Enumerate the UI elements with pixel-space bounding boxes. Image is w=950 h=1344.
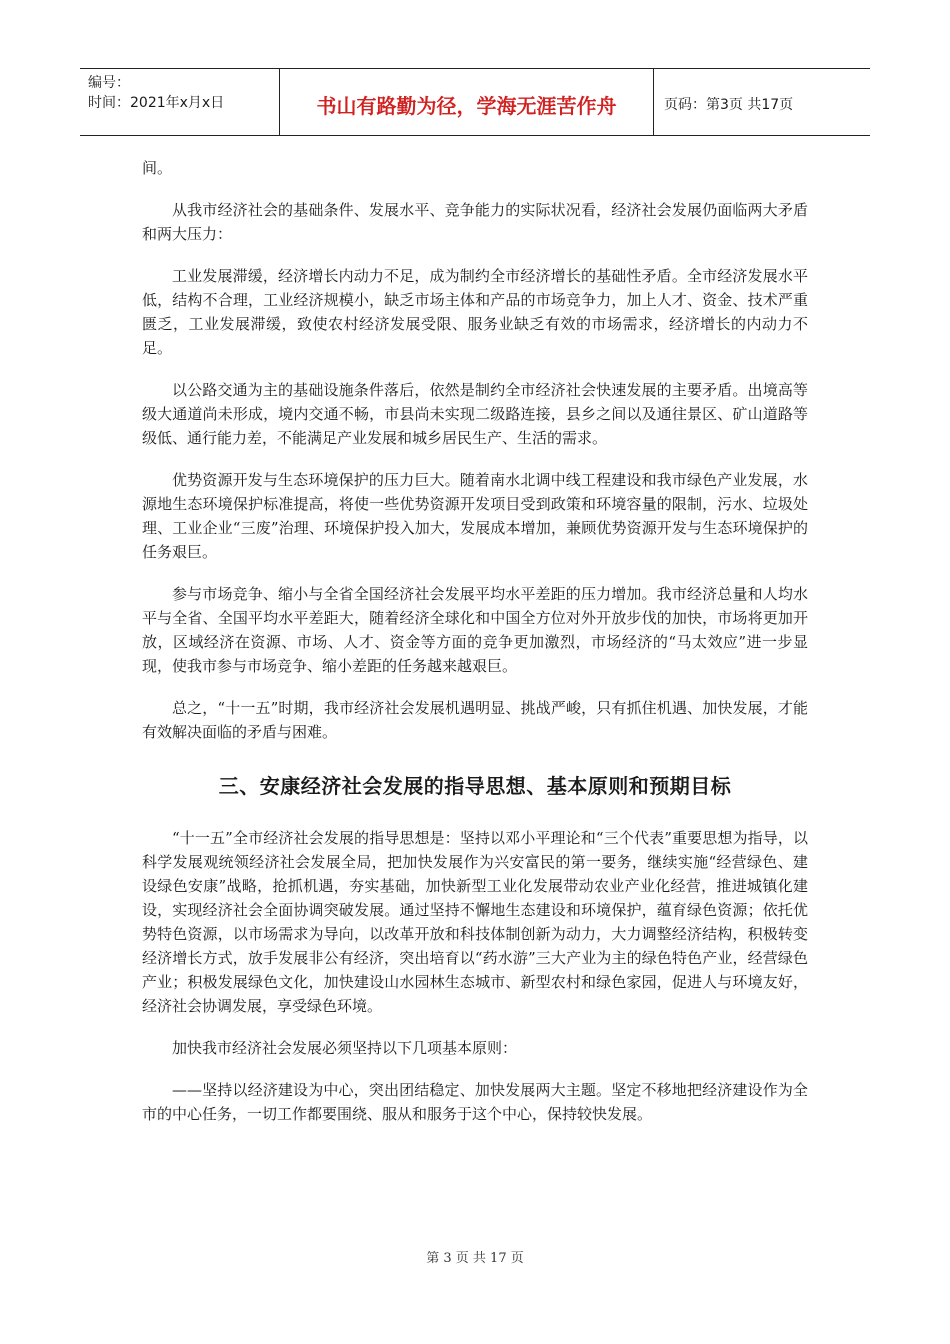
paragraph: 从我市经济社会的基础条件、发展水平、竞争能力的实际状况看，经济社会发展仍面临两大矛盾和两大压力： [142, 201, 808, 243]
paragraph: 工业发展滞缓，经济增长内动力不足，成为制约全市经济增长的基础性矛盾。全市经济发展水平低，结构不合理，工业经济规模小，缺乏市场主体和产品的市场竞争力，加上人才、资金、技术严重匮乏，工业发展滞缓，致使农村经济发展受限、服务业缺乏有效的市场需求，经济增长的内动力不足。 [142, 267, 808, 357]
header-meta [80, 69, 280, 135]
section-heading: 三、安康经济社会发展的指导思想、基本原则和预期目标 [218, 774, 732, 798]
paragraph: 间。 [142, 159, 173, 177]
paragraph: “十一五”全市经济社会发展的指导思想是：坚持以邓小平理论和“三个代表”重要思想为指导，以科学发展观统领经济社会发展全局，把加快发展作为兴安富民的第一要务，继续实施“经营绿色、建设绿色安康”战略，抢抓机遇，夯实基础，加快新型工业化发展带动农业产业化经营，推进城镇化建设，实现经济社会全面协调突破发展。通过坚持不懈地生态建设和环境保护，蕴育绿色资源；依托优势特色资源，以市场需求为导向，以改革开放和科技体制创新为动力，大力调整经济结构，积极转变经济增长方式，放手发展非公有经济，突出培育以“药水游”三大产业为主的绿色特色产业，经营绿色产业；积极发展绿色文化，加快建设山水园林生态城市、新型农村和绿色家园，促进人与环境友好，经济社会协调发展，享受绿色环境。 [142, 829, 808, 1015]
paragraph: 加快我市经济社会发展必须坚持以下几项基本原则： [172, 1039, 518, 1057]
paragraph: 优势资源开发与生态环境保护的压力巨大。随着南水北调中线工程建设和我市绿色产业发展，水源地生态环境保护标准提高，将使一些优势资源开发项目受到政策和环境容量的限制，污水、垃圾处理、工业企业“三废”治理、环境保护投入加大，发展成本增加，兼顾优势资源开发与生态环境保护的任务艰巨。 [142, 471, 808, 561]
header-motto: 书山有路勤为径，学海无涯苦作舟 [280, 69, 654, 135]
document-number: 编号： [88, 75, 130, 91]
paragraph: 总之，“十一五”时期，我市经济社会发展机遇明显、挑战严峻，只有抓住机遇、加快发展，才能有效解决面临的矛盾与困难。 [142, 699, 808, 741]
header-page-info: 页码：第3页 共17页 [664, 97, 794, 113]
paragraph: 参与市场竞争、缩小与全省全国经济社会发展平均水平差距的压力增加。我市经济总量和人均水平与全省、全国平均水平差距大，随着经济全球化和中国全方位对外开放步伐的加快，市场将更加开放，区域经济在资源、市场、人才、资金等方面的竞争更加激烈，市场经济的“马太效应”进一步显现，使我市参与市场竞争、缩小差距的任务越来越艰巨。 [142, 585, 808, 675]
page-footer: 第 3 页 共 17 页 [426, 1251, 524, 1266]
document-date: 时间：2021年x月x日 [88, 95, 225, 111]
document-body [142, 156, 808, 1144]
paragraph: ——坚持以经济建设为中心，突出团结稳定、加快发展两大主题。坚定不移地把经济建设作为全市的中心任务，一切工作都要围绕、服从和服务于这个中心，保持较快发展。 [142, 1081, 808, 1123]
paragraph: 以公路交通为主的基础设施条件落后，依然是制约全市经济社会快速发展的主要矛盾。出境高等级大通道尚未形成，境内交通不畅，市县尚未实现二级路连接，县乡之间以及通往景区、矿山道路等级低、通行能力差，不能满足产业发展和城乡居民生产、生活的需求。 [142, 381, 808, 447]
page-header [80, 68, 870, 136]
